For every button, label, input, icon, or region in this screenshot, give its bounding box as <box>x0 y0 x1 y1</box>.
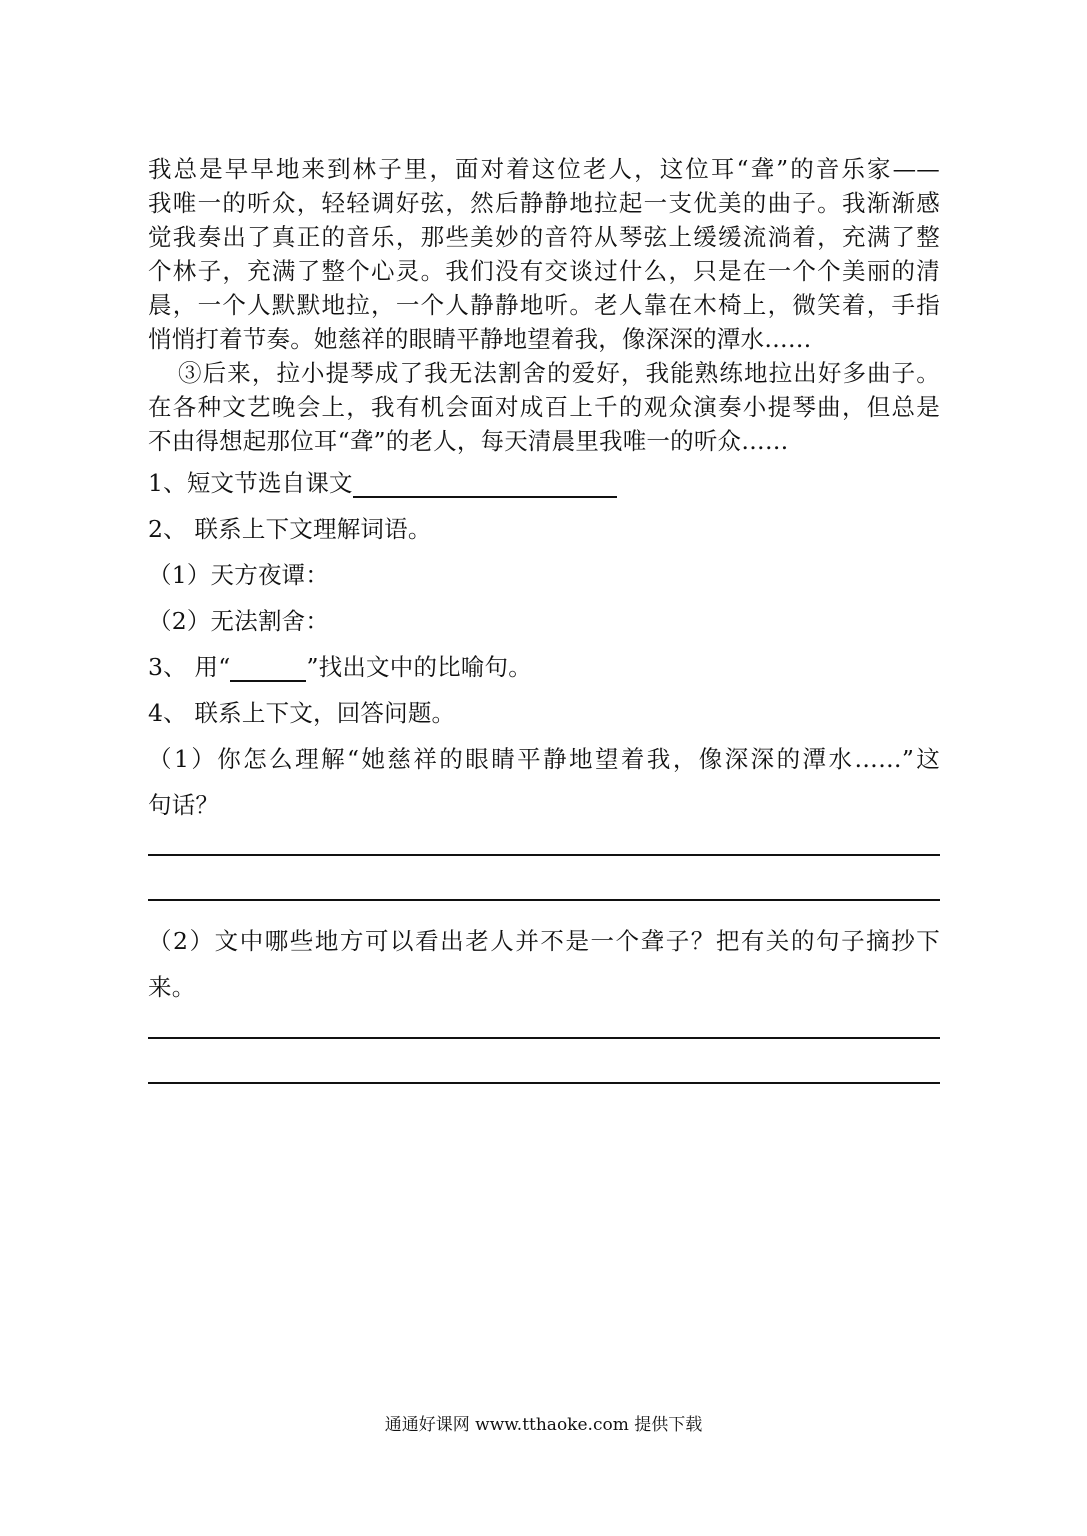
question-4-1-cont: 句话？ <box>148 791 220 819</box>
passage-line: 晨，一个人默默地拉，一个人静静地听。老人靠在木椅上，微笑着，手指 <box>148 291 940 319</box>
answer-line[interactable] <box>148 899 940 901</box>
question-2: 2、 联系上下文理解词语。 <box>148 515 432 543</box>
passage-line: 个林子，充满了整个心灵。我们没有交谈过什么，只是在一个个美丽的清 <box>148 257 940 285</box>
question-4-2-cont: 来。 <box>148 973 196 1001</box>
question-3-prefix: 3、 用“ <box>148 653 231 681</box>
answer-blank[interactable] <box>230 679 306 682</box>
passage-line: 悄悄打着节奏。她慈祥的眼睛平静地望着我，像深深的潭水…… <box>148 325 812 353</box>
passage-line: 觉我奏出了真正的音乐，那些美妙的音符从琴弦上缓缓流淌着，充满了整 <box>148 223 940 251</box>
passage-line: 我总是早早地来到林子里，面对着这位老人，这位耳“聋”的音乐家—— <box>148 155 940 183</box>
passage-line: ③后来，拉小提琴成了我无法割舍的爱好，我能熟练地拉出好多曲子。 <box>178 359 940 387</box>
question-4-2: （2）文中哪些地方可以看出老人并不是一个聋子？把有关的句子摘抄下 <box>148 927 940 955</box>
question-2-2: （2）无法割舍： <box>148 607 330 635</box>
answer-line[interactable] <box>148 854 940 856</box>
question-4-1: （1）你怎么理解“她慈祥的眼睛平静地望着我，像深深的潭水……”这 <box>148 745 940 773</box>
answer-line[interactable] <box>148 1037 940 1039</box>
question-4: 4、 联系上下文，回答问题。 <box>148 699 456 727</box>
question-3-suffix: ”找出文中的比喻句。 <box>306 653 532 681</box>
question-1 <box>148 464 617 498</box>
footer-credit: 通通好课网 www.tthaoke.com 提供下载 <box>384 1415 703 1435</box>
answer-blank[interactable] <box>353 495 617 498</box>
question-2-1: （1）天方夜谭： <box>148 561 330 589</box>
passage-line: 我唯一的听众，轻轻调好弦，然后静静地拉起一支优美的曲子。我渐渐感 <box>148 189 940 217</box>
answer-line[interactable] <box>148 1082 940 1084</box>
question-1-text: 1、短文节选自课文 <box>148 469 353 497</box>
passage-line: 不由得想起那位耳“聋”的老人，每天清晨里我唯一的听众…… <box>148 427 789 455</box>
question-3 <box>148 648 532 682</box>
passage-line: 在各种文艺晚会上，我有机会面对成百上千的观众演奏小提琴曲，但总是 <box>148 393 940 421</box>
